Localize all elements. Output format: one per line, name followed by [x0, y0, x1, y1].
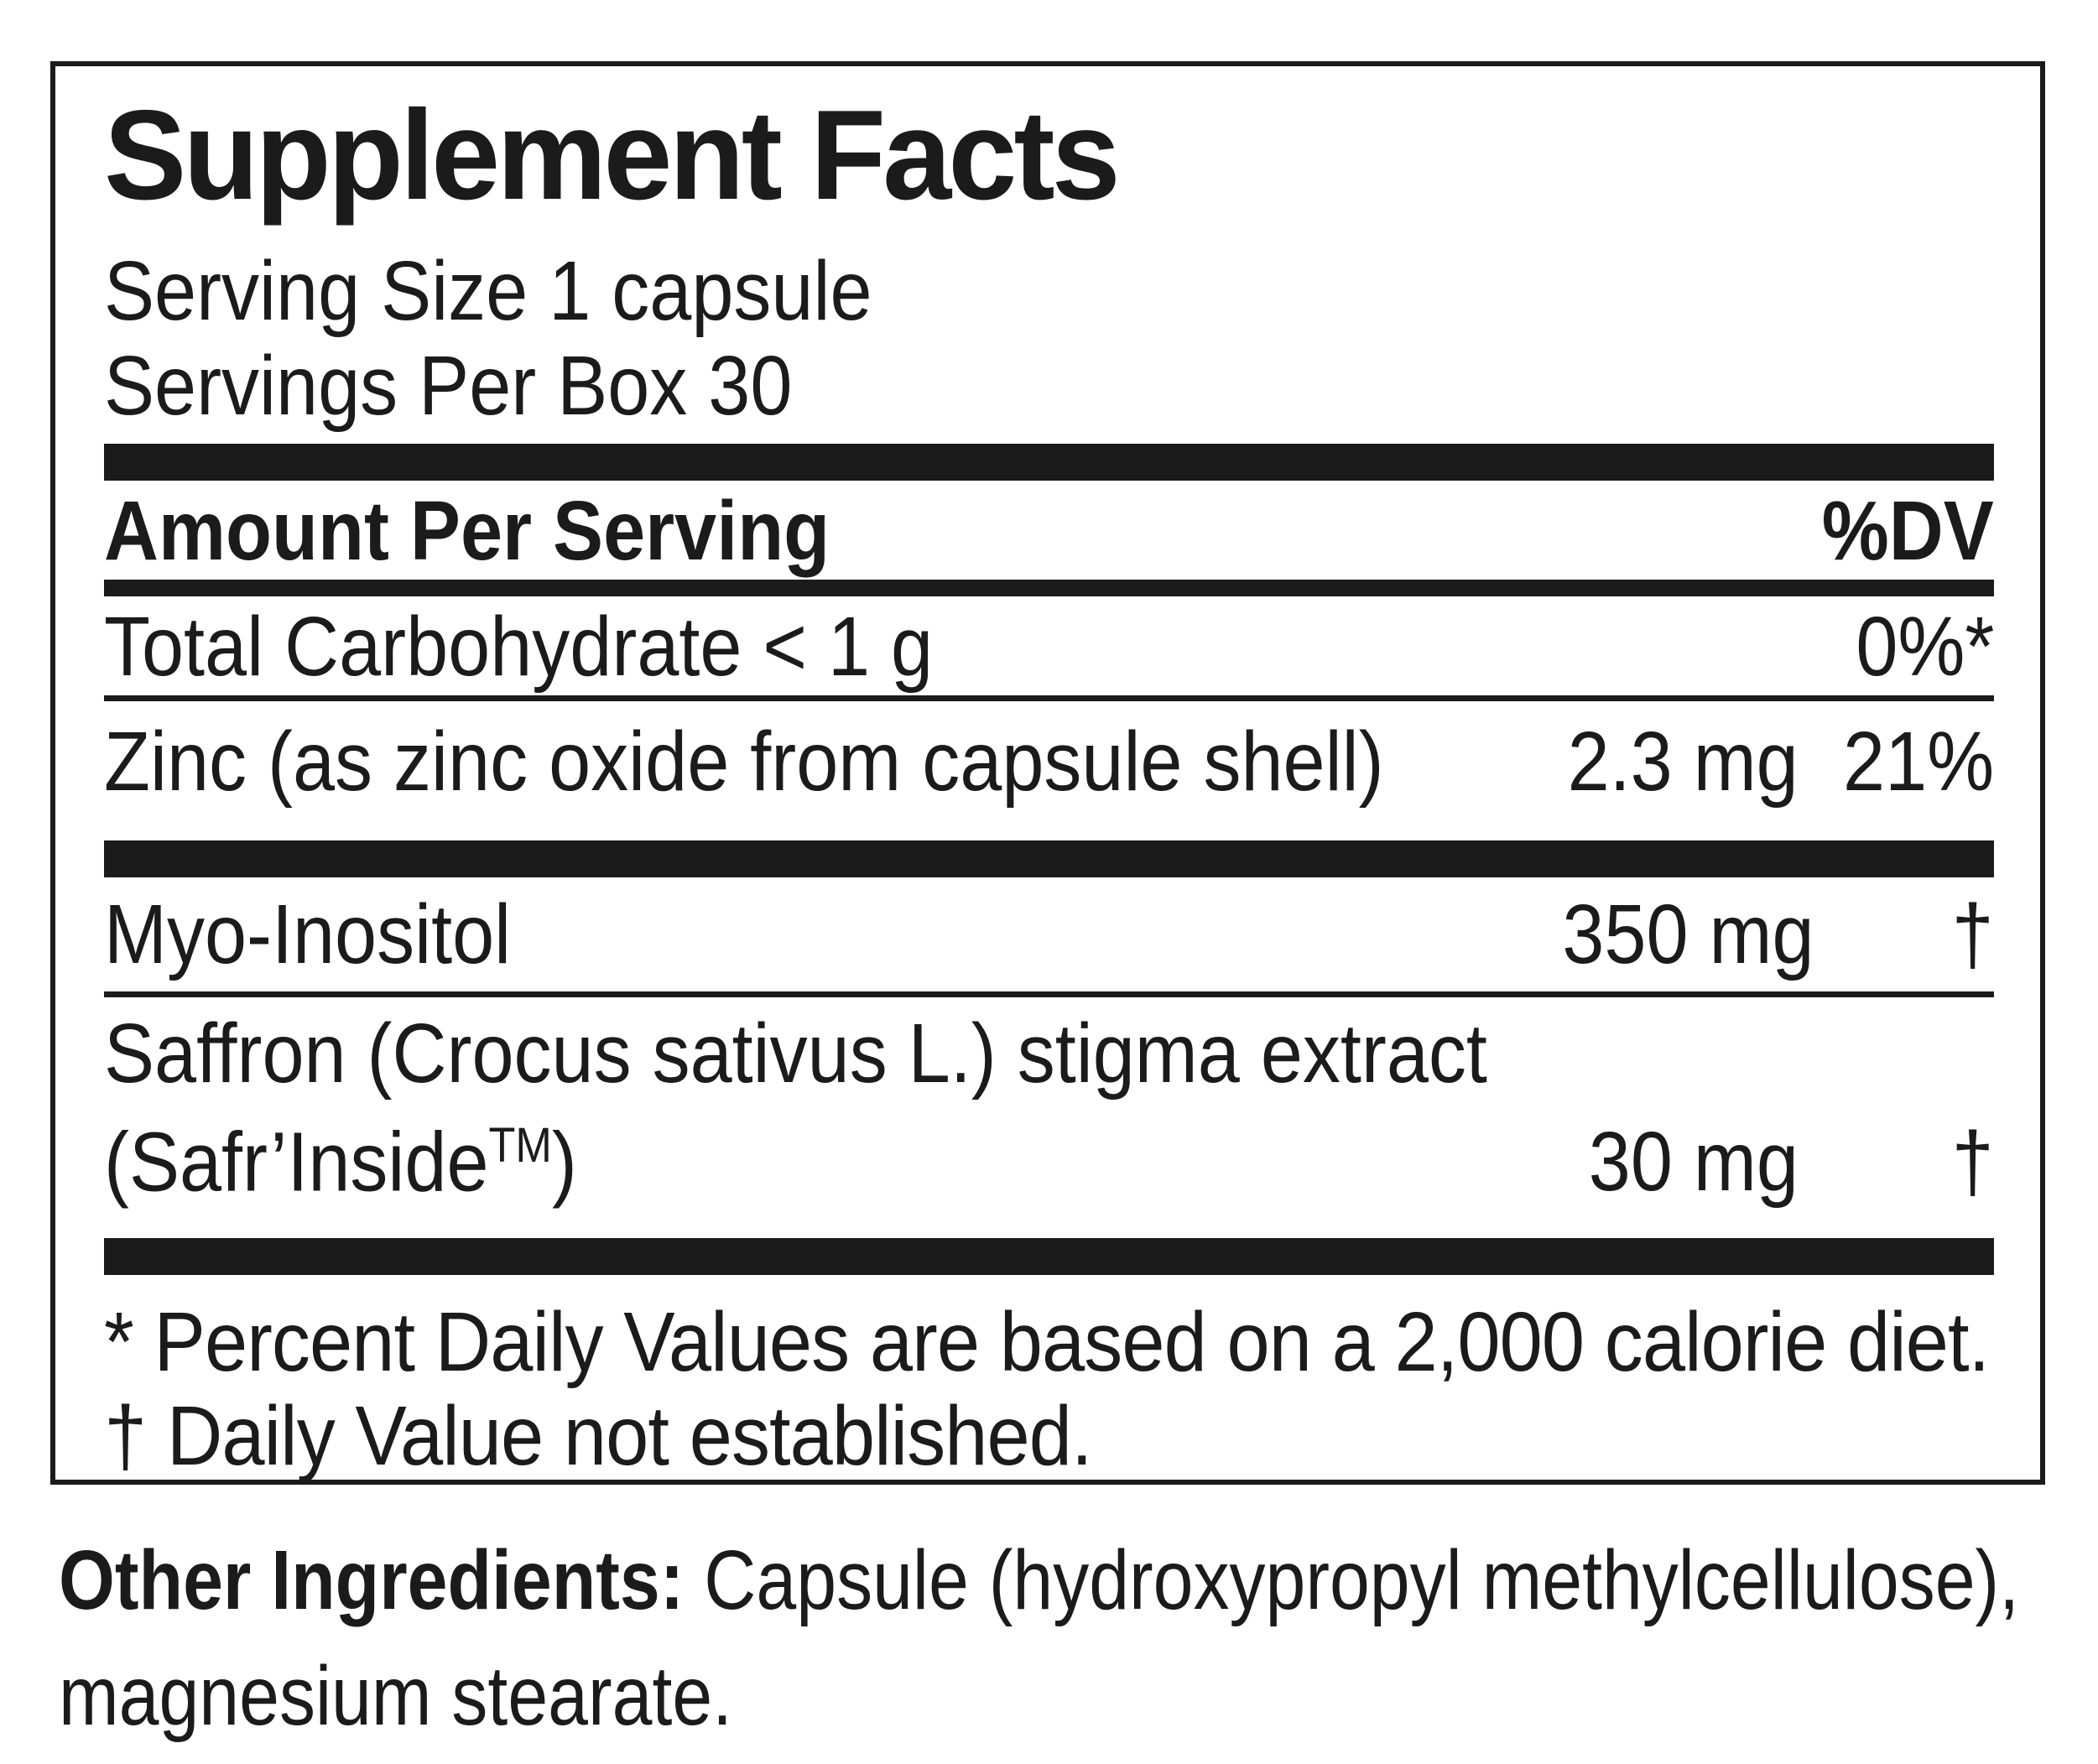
- servings-per-box-line: Servings Per Box 30: [104, 339, 793, 433]
- nutrient-dv: 21%: [1842, 715, 1994, 809]
- nutrient-dv: †: [1951, 1115, 1994, 1210]
- trademark-superscript: TM: [488, 1118, 552, 1173]
- nutrient-amount: 30 mg: [1588, 1115, 1799, 1210]
- dv-header: %DV: [1821, 484, 1994, 578]
- nutrient-name: [104, 1007, 1534, 1208]
- nutrient-name: Myo-Inositol: [104, 887, 512, 981]
- table-row: [104, 701, 1994, 840]
- nutrient-amount: 350 mg: [1562, 887, 1814, 981]
- panel-title: [104, 84, 1994, 226]
- thick-separator-bar-middle: [104, 840, 1994, 877]
- table-row: [104, 877, 1994, 991]
- serving-info: [104, 244, 1994, 434]
- nutrient-dv: †: [1951, 887, 1994, 981]
- nutrient-dv: 0%*: [1855, 600, 1994, 694]
- saffron-name-line1: Saffron (Crocus sativus L.) stigma extract: [104, 1007, 1487, 1101]
- amount-per-serving-header: Amount Per Serving: [104, 484, 830, 578]
- footnote-daily-values: * Percent Daily Values are based on a 2,000 calorie diet.: [104, 1295, 1990, 1390]
- footnote-dv-not-established: † Daily Value not established.: [104, 1389, 1092, 1484]
- nutrient-name: Zinc (as zinc oxide from capsule shell): [104, 715, 1384, 809]
- panel-title-text: Supplement Facts: [104, 84, 1117, 226]
- other-ingredients-section: [59, 1522, 2098, 1754]
- thin-separator-rule: [104, 991, 1994, 997]
- table-row: [104, 596, 1994, 695]
- other-ingredients-line1: [59, 1522, 2098, 1638]
- other-ingredients-text: Capsule (hydroxypropyl methylcellulose),: [684, 1533, 2020, 1627]
- thick-separator-bar-bottom: [104, 1238, 1994, 1275]
- thick-separator-bar-top: [104, 444, 1994, 481]
- supplement-facts-panel: [50, 61, 2045, 1485]
- other-ingredients-label: Other Ingredients:: [59, 1533, 685, 1627]
- other-ingredients-line2: magnesium stearate.: [59, 1649, 733, 1743]
- serving-size-line: Serving Size 1 capsule: [104, 244, 872, 338]
- saffron-name-line2: (Safr’Inside™): [104, 1115, 577, 1210]
- medium-separator-bar: [104, 580, 1994, 596]
- nutrient-amount: 2.3 mg: [1567, 715, 1799, 809]
- thin-separator-rule: [104, 695, 1994, 701]
- table-row: [104, 997, 1994, 1238]
- footnotes: [104, 1295, 1994, 1483]
- nutrient-name: Total Carbohydrate < 1 g: [104, 600, 934, 694]
- nutrient-amount: [1534, 603, 1799, 690]
- table-header-row: [104, 481, 1994, 580]
